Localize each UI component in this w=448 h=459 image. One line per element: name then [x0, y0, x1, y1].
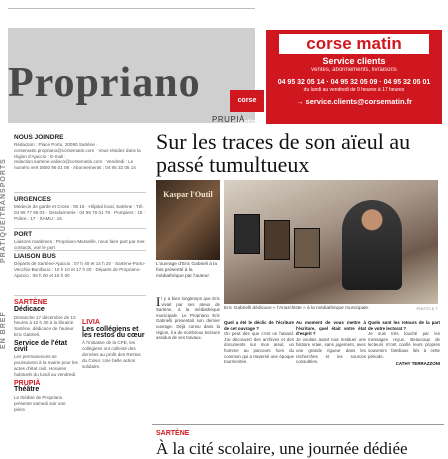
- section-liaison-bus: [14, 253, 146, 278]
- bottom-headline: À la cité scolaire, une journée dédiée: [156, 439, 408, 458]
- brief-title: Dédicace: [14, 305, 45, 313]
- interview-question: Au moment de vous mettre à l'écriture, quel était votre état d'esprit ?: [296, 320, 366, 337]
- divider: [14, 192, 146, 193]
- ad-services-list: ventes, abonnements, livraisons: [311, 67, 397, 73]
- section-text: Médecin de garde et Cross : 06 16 · Hôpital local, Sartène : Tél. 04 95 77 95 04 · Gendarmerie : 04 95 76 01 78 · Pompiers : 18 · Police : 17 · SAMU : 15: [14, 204, 146, 221]
- column-text: Je suis très touché par les messages reçus. Beaucoup de lecteurs m'ont confié leurs propres souvenirs familiaux liés à cette période.: [368, 331, 440, 359]
- interview-question: Quels sont les retours de la part de votre lectorat ?: [368, 320, 440, 331]
- article-headline: Sur les traces de son aïeul au passé tumultueux: [156, 129, 411, 177]
- brief-kicker: SARTÈNE: [14, 299, 48, 306]
- ad-service: Service clients: [322, 56, 386, 66]
- book-cover-photo: [156, 180, 220, 260]
- brand-logo: corse matin: [230, 90, 264, 112]
- divider: [14, 228, 146, 229]
- article-column-2: [224, 320, 294, 365]
- divider: [14, 295, 146, 296]
- caption-right: [224, 306, 438, 312]
- masthead-subtitle: PRUPIÀ: [212, 115, 245, 124]
- bookshelf-decoration: [294, 228, 320, 268]
- column-text: Je voulais avant tout restituer une histoire vraie, sans jugement, avec une grande rigueur dans les recherches et les sources consultées.: [296, 336, 366, 365]
- author-signature: CATHY TERRAZZONI: [395, 361, 440, 367]
- section-title: URGENCES: [14, 196, 51, 203]
- section-port: [14, 231, 146, 251]
- divider: [152, 424, 444, 425]
- brief-title: Service de l'état civil: [14, 339, 68, 353]
- article-column-4: [368, 320, 440, 367]
- ad-phone: 04 95 32 05 14 · 04 95 32 05 09 · 04 95 32 05 01: [277, 79, 431, 86]
- masthead: [0, 0, 448, 126]
- page-title: Propriano: [8, 60, 201, 106]
- article-column-1: [156, 296, 220, 341]
- brief-title: Théâtre: [14, 386, 40, 394]
- section-title: NOUS JOINDRE: [14, 134, 64, 141]
- main-article: [152, 126, 448, 459]
- dropcap: I: [156, 294, 161, 309]
- bookshelf-decoration: [234, 214, 260, 254]
- caption-text: Eric Gabrielli dédicace « l'Anarchiste » à la médiathèque municipale.: [224, 306, 370, 311]
- brief-title: Les collégiens et les restos du cœur: [82, 325, 145, 339]
- section-title: PORT: [14, 231, 33, 238]
- bottom-kicker: SARTÈNE: [156, 430, 190, 437]
- brief-kicker: PRUPIÀ: [14, 379, 41, 387]
- section-urgences: [14, 196, 146, 221]
- column-text: On peut dire que c'est un hasard. J'ai découvert des archives et des documents sur mon aïeul, un homme au parcours hors du commun qui a traversé une époque tourmentée.: [224, 331, 294, 365]
- section-label-enbref: EN BREF: [0, 311, 7, 349]
- column-text: l y a bien longtemps que Eric vivait par ses aïeux de Sartène, à la médiathèque municipale. Le Propriano Eric Gabrielli présentait son dernier ouvrage. Déjà connu dans la région, il a de nombreux lecteurs assidus de ses travaux.: [156, 296, 220, 341]
- interview-question: Quel a été le déclic de l'écriture de cet ouvrage ?: [224, 320, 294, 331]
- brief-kicker: LIVIA: [82, 319, 100, 326]
- brief-text: À l'initiative de la CPE, les collégiens ont collecté des denrées au profit des Restos du Cœur. Une belle action solidaire.: [82, 340, 141, 369]
- book-title: Kaspar l'Outil: [163, 190, 213, 199]
- section-text: Départs de Sartène-Ajaccio : 07 h 40 et 14 h 20 · Sartène-Porto-Vecchio-Bonifacio : 10 h 10 et 17 h 30 · Départs de Propriano-Ajaccio : 08 h 00 et 15 h 00: [14, 261, 146, 278]
- section-label-pratique: PRATIQUE/TRANSPORTS: [0, 158, 7, 264]
- brief-text: Les permanences se poursuivent à la mairie pour les actes d'état civil. Horaires habituels du lundi au vendredi.: [14, 354, 78, 377]
- divider: [14, 250, 146, 251]
- caption-left: L'ouvrage d'Eric Gabrieli à la fois présenté à la médiathèque par l'auteur.: [156, 262, 218, 279]
- ad-hours: du lundi au vendredi de 9 heures à 17 heures: [303, 87, 405, 93]
- brief-column-2: [82, 300, 146, 369]
- ad-email-link[interactable]: → service.clients@corsematin.fr: [295, 97, 413, 106]
- section-nous-joindre: [14, 134, 146, 171]
- ad-logo: corse matin: [279, 34, 429, 54]
- header-rule: [8, 8, 255, 24]
- photo-credit: PHOTO E.T: [416, 306, 438, 311]
- bookshelf-decoration: [264, 220, 290, 260]
- brief-text: Le théâtre de Propriano présente samedi soir une pièce.: [14, 395, 66, 412]
- section-title: LIAISON BUS: [14, 253, 56, 260]
- author-figure: [342, 200, 402, 290]
- author-photo: [224, 180, 438, 304]
- service-clients-ad: [266, 30, 442, 124]
- article-column-3: [296, 320, 366, 365]
- brief-text: Dimanche 17 décembre de 10 heures à 12 h 30 à la librairie Sartène, dédicace de l'auteur Eric Gabrieli.: [14, 314, 76, 337]
- section-text: Rédaction : Place Portu, 20090 Sartène · corsematin.propriano@corsematin.com · Vous résidez dans la région d'Ajaccio : E-mail : redaction.sartene.valinco@corsematin.com · Vendredi : Le numéro vert 0800 95 01 06 · Abonnements : 04 95 32 05 14: [14, 142, 141, 171]
- brief-column-1: [14, 300, 78, 413]
- section-text: Liaisons maritimes : Propriano-Marseille, nous faire part par mer, contacts, voir le port: [14, 239, 146, 250]
